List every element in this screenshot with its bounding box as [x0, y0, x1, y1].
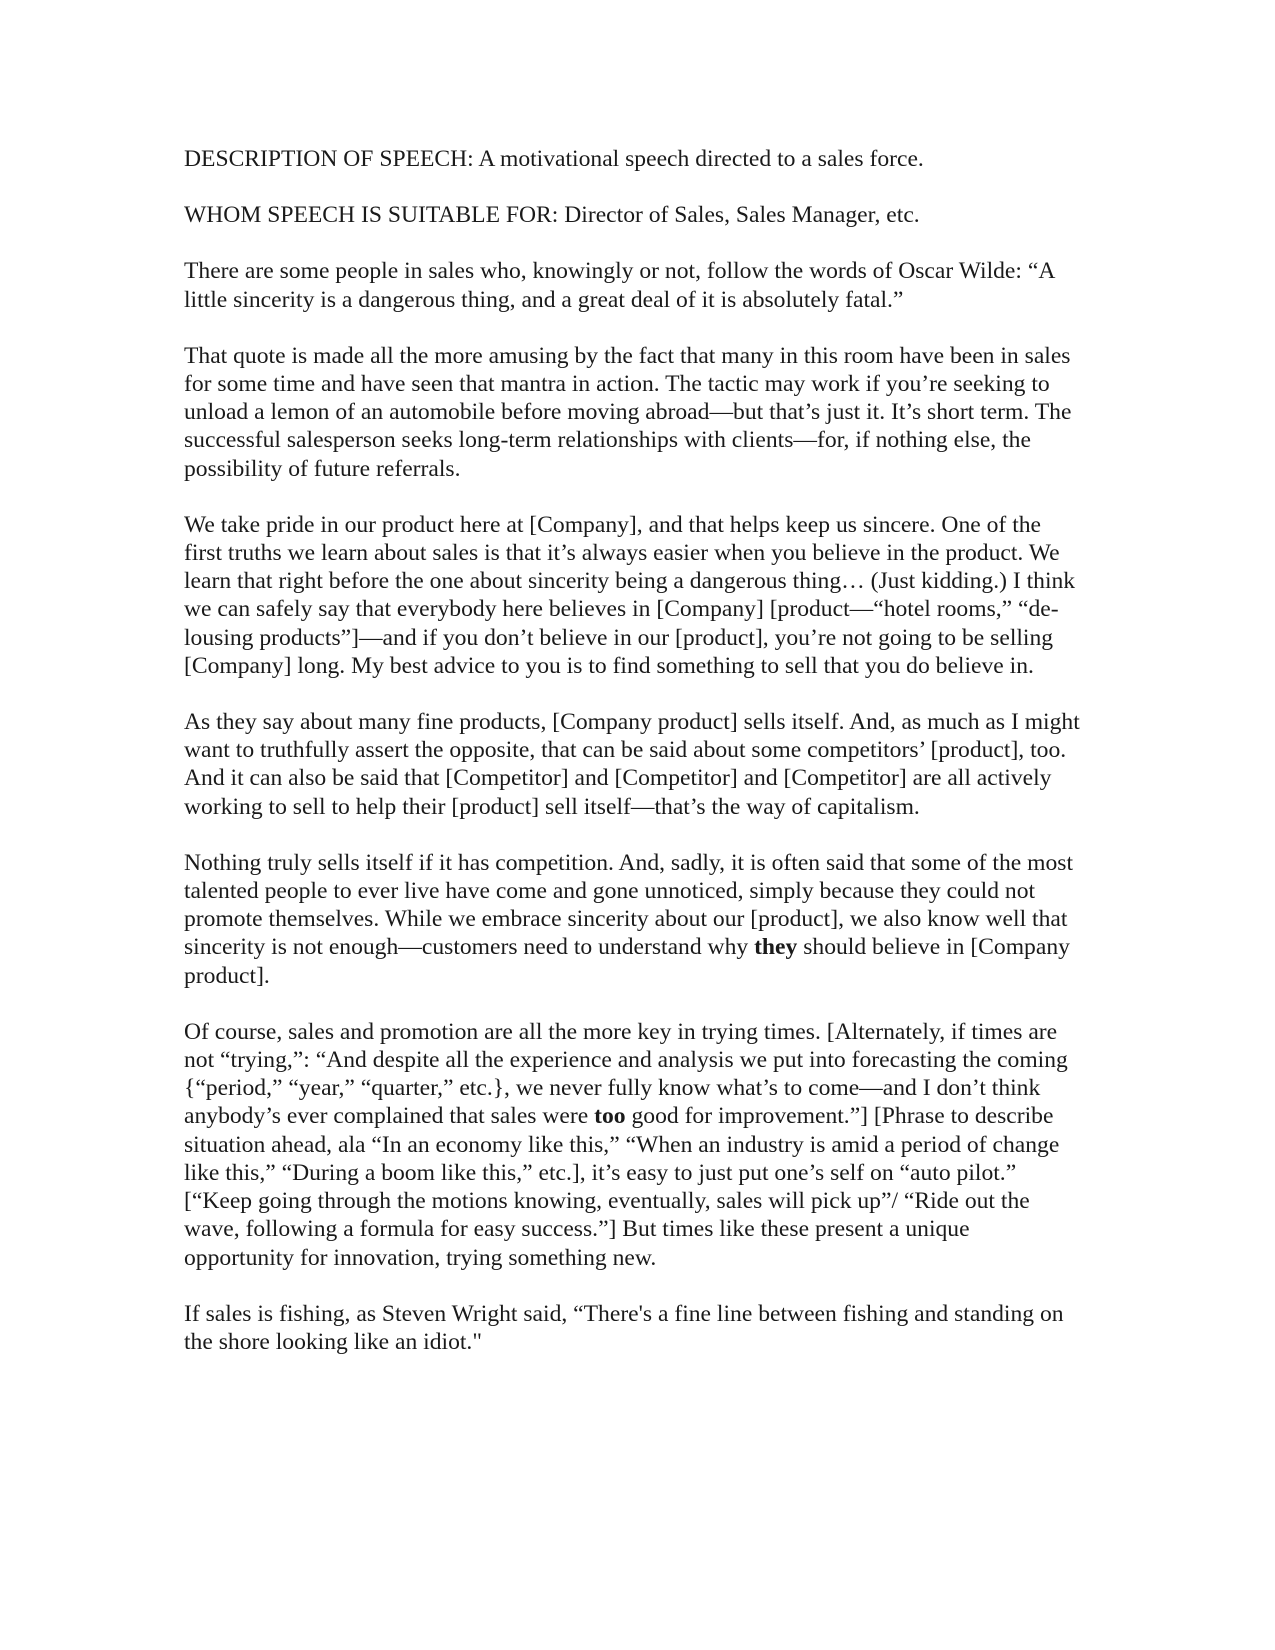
suitable-for-text: Director of Sales, Sales Manager, etc. — [558, 202, 920, 229]
description-label: DESCRIPTION OF SPEECH: — [184, 146, 474, 172]
paragraph-fishing: If sales is fishing, as Steven Wright said, “There's a fine line between fishing and standing on the shore looking like an idiot." — [184, 1300, 1064, 1355]
emphasis-too: too — [594, 1103, 626, 1130]
trying-times-text-start: Of course, sales and promotion are all the more key in trying times. [Alternately, if times are not “trying,”: “And despite all the experience and analysis we put into forecasting the coming {“period,” “year,” “quarter,” etc.}, we never fully know what’s to come—and I don’t think anybody’s ever complained that sales were — [184, 1018, 1068, 1130]
paragraph-sells-itself: As they say about many fine products, [Company product] sells itself. And, as much as I might want to truthfully assert the opposite, that can be said about some competitors’ [product], too. And it can also be said that [Competitor] and [Competitor] and [Competitor] are all actively working to sell to help their [product] sell itself—that’s the way of capitalism. — [184, 709, 1080, 820]
speech-body — [184, 145, 1084, 1384]
paragraph-trying-times — [184, 1018, 1084, 1272]
suitable-for-line — [184, 201, 1084, 229]
paragraph-competition — [184, 849, 1084, 990]
paragraph-oscar-wilde: There are some people in sales who, knowingly or not, follow the words of Oscar Wilde: “A little sincerity is a dangerous thing, and a great deal of it is absolutely fatal.” — [184, 258, 1055, 313]
paragraph-pride: We take pride in our product here at [Company], and that helps keep us sincere. One of the first truths we learn about sales is that it’s always easier when you believe in the product. We learn that right before the one about sincerity being a dangerous thing… (Just kidding.) I think we can safely say that everybody here believes in [Company] [product—“hotel rooms,” “de-lousing products”]—and if you don’t believe in our [product], you’re not going to be selling [Company] long. My best advice to you is to find something to sell that you do believe in. — [184, 511, 1076, 679]
competition-text-start: Nothing truly sells itself if it has competition. And, sadly, it is often said that some of the most talented people to ever live have come and gone unnoticed, simply because they could not promote themselves. While we embrace sincerity about our [product], we also know well that sincerity is not enough—customers need to understand why — [184, 849, 1074, 961]
suitable-for-label: WHOM SPEECH IS SUITABLE FOR: — [184, 202, 559, 229]
paragraph-mantra: That quote is made all the more amusing by the fact that many in this room have been in sales for some time and have seen that mantra in action. The tactic may work if you’re seeking to unload a lemon of an automobile before moving abroad—but that’s just it. It’s short term. The successful salesperson seeks long-term relationships with clients—for, if nothing else, the possibility of future referrals. — [184, 342, 1072, 482]
trying-times-text-end: good for improvement.”] [Phrase to describe situation ahead, ala “In an economy like this,” “When an industry is amid a period of change like this,” “During a boom like this,” etc.], it’s easy to just put one’s self on “auto pilot.” [“Keep going through the motions knowing, eventually, sales will pick up”/ “Ride out the wave, following a formula for easy success.”] But times like these present a unique opportunity for innovation, trying something new. — [184, 1103, 1060, 1271]
emphasis-they: they — [754, 934, 798, 961]
description-line — [184, 145, 1084, 173]
competition-text-end: should believe in [Company product]. — [184, 934, 1070, 989]
description-text: A motivational speech directed to a sales force. — [473, 146, 924, 172]
